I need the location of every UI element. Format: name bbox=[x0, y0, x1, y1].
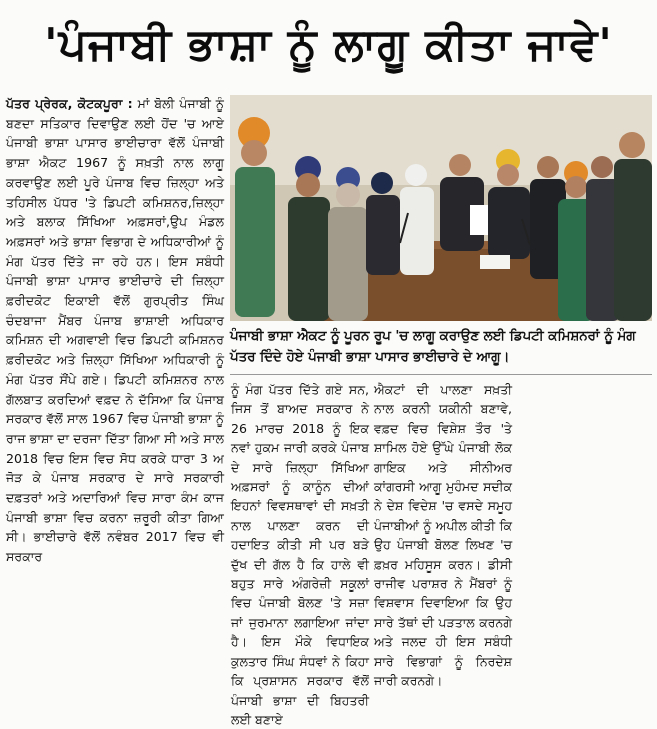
news-photo bbox=[230, 95, 652, 321]
article-column-3: ਐਕਟਾਂ ਦੀ ਪਾਲਣਾ ਸਖ਼ਤੀ ਨਾਲ ਕਰਨੀ ਯਕੀਨੀ ਬਣਾਵੇ, ਵਫ਼ਦ ਵਿਚ ਵਿਸ਼ੇਸ਼ ਤੌਰ 'ਤੇ ਸ਼ਾਮਿਲ ਹੋਏ ਉੱਘੇ ਪੰਜਾਬੀ ਲੋਕ ਗਾਇਕ ਅਤੇ ਸੀਨੀਅਰ ਕਾਂਗਰਸੀ ਆਗੂ ਮੁਹੰਮਦ ਸਦੀਕ ਨੇ ਦੇਸ਼ ਵਿਦੇਸ਼ 'ਚ ਵਸਦੇ ਸਮੂਹ ਪੰਜਾਬੀਆਂ ਨੂੰ ਅਪੀਲ ਕੀਤੀ ਕਿ ਉਹ ਪੰਜਾਬੀ ਬੋਲਣ ਲਿਖਣ 'ਚ ਫ਼ਖ਼ਰ ਮਹਿਸੂਸ ਕਰਨ। ਡੀਸੀ ਰਾਜੀਵ ਪਰਾਸ਼ਰ ਨੇ ਮੈਂਬਰਾਂ ਨੂੰ ਵਿਸ਼ਵਾਸ ਦਿਵਾਇਆ ਕਿ ਉਹ ਸਾਰੇ ਤੱਥਾਂ ਦੀ ਪੜਤਾਲ ਕਰਨਗੇ ਅਤੇ ਜਲਦ ਹੀ ਇਸ ਸਬੰਧੀ ਸਾਰੇ ਵਿਭਾਗਾਂ ਨੂੰ ਨਿਰਦੇਸ਼ ਜਾਰੀ ਕਰਨਗੇ। bbox=[374, 382, 512, 689]
caption-divider bbox=[230, 374, 652, 375]
article-column-2: ਨੂੰ ਮੰਗ ਪੱਤਰ ਦਿੱਤੇ ਗਏ ਸਨ, ਜਿਸ ਤੋਂ ਬਾਅਦ ਸਰਕਾਰ ਨੇ 26 ਮਾਰਚ 2018 ਨੂੰ ਇਕ ਨਵਾਂ ਹੁਕਮ ਜਾਰੀ ਕਰਕੇ ਪੰਜਾਬ ਦੇ ਸਾਰੇ ਜ਼ਿਲ੍ਹਾ ਸਿੱਖਿਆ ਅਫ਼ਸਰਾਂ ਨੂੰ ਕਾਨੂੰਨ ਦੀਆਂ ਇਹਨਾਂ ਵਿਵਸਥਾਵਾਂ ਦੀ ਸਖ਼ਤੀ ਨਾਲ ਪਾਲਣਾ ਕਰਨ ਦੀ ਹਦਾਇਤ ਕੀਤੀ ਸੀ ਪਰ ਬੜੇ ਦੁੱਖ ਦੀ ਗੱਲ ਹੈ ਕਿ ਹਾਲੇ ਵੀ ਬਹੁਤ ਸਾਰੇ ਅੰਗਰੇਜ਼ੀ ਸਕੂਲਾਂ ਵਿਚ ਪੰਜਾਬੀ ਬੋਲਣ 'ਤੇ ਸਜ਼ਾ ਜਾਂ ਜੁਰਮਾਨਾ ਲਗਾਇਆ ਜਾਂਦਾ ਹੈ। ਇਸ ਮੌਕੇ ਵਿਧਾਇਕ ਕੁਲਤਾਰ ਸਿੰਘ ਸੰਧਵਾਂ ਨੇ ਕਿਹਾ ਕਿ ਪ੍ਰਸ਼ਾਸਨ ਸਰਕਾਰ ਵੱਲੋਂ ਪੰਜਾਬੀ ਭਾਸ਼ਾ ਦੀ ਬਿਹਤਰੀ ਲਈ ਬਣਾਏ bbox=[231, 382, 369, 727]
byline: ਪੱਤਰ ਪ੍ਰੇਰਕ, ਕੋਟਕਪੂਰਾ : bbox=[6, 96, 133, 111]
photo-caption: ਪੰਜਾਬੀ ਭਾਸ਼ਾ ਐਕਟ ਨੂੰ ਪੂਰਨ ਰੂਪ 'ਚ ਲਾਗੂ ਕਰਾਉਣ ਲਈ ਡਿਪਟੀ ਕਮਿਸ਼ਨਰਾਂ ਨੂੰ ਮੰਗ ਪੱਤਰ ਦਿੰਦੇ ਹੋਏ ਪੰਜਾਬੀ ਭਾਸ਼ਾ ਪਾਸਾਰ ਭਾਈਚਾਰੇ ਦੇ ਆਗੂ। bbox=[230, 329, 636, 365]
group-photo-illustration bbox=[230, 95, 652, 321]
headline: 'ਪੰਜਾਬੀ ਭਾਸ਼ਾ ਨੂੰ ਲਾਗੂ ਕੀਤਾ ਜਾਵੇ' bbox=[44, 19, 613, 70]
article-column-1 bbox=[6, 94, 224, 634]
article-text-1: ਮਾਂ ਬੋਲੀ ਪੰਜਾਬੀ ਨੂੰ ਬਣਦਾ ਸਤਿਕਾਰ ਦਿਵਾਉਣ ਲਈ ਹੋਂਦ 'ਚ ਆਏ ਪੰਜਾਬੀ ਭਾਸ਼ਾ ਪਾਸਾਰ ਭਾਈਚਾਰਾ ਵੱਲੋਂ ਪੰਜਾਬੀ ਭਾਸ਼ਾ ਐਕਟ 1967 ਨੂੰ ਸਖ਼ਤੀ ਨਾਲ ਲਾਗੂ ਕਰਵਾਉਣ ਲਈ ਪੂਰੇ ਪੰਜਾਬ ਵਿਚ ਜ਼ਿਲ੍ਹਾ ਅਤੇ ਤਹਿਸੀਲ ਪੱਧਰ 'ਤੇ ਡਿਪਟੀ ਕਮਿਸ਼ਨਰ,ਜ਼ਿਲ੍ਹਾ ਅਤੇ ਬਲਾਕ ਸਿੱਖਿਆ ਅਫ਼ਸਰਾਂ,ਉਪ ਮੰਡਲ ਅਫ਼ਸਰਾਂ ਅਤੇ ਭਾਸ਼ਾ ਵਿਭਾਗ ਦੇ ਅਧਿਕਾਰੀਆਂ ਨੂੰ ਮੰਗ ਪੱਤਰ ਦਿੱਤੇ ਜਾ ਰਹੇ ਹਨ। ਇਸ ਸਬੰਧੀ ਪੰਜਾਬੀ ਭਾਸ਼ਾ ਪਾਸਾਰ ਭਾਈਚਾਰੇ ਦੀ ਜ਼ਿਲ੍ਹਾ ਫ਼ਰੀਦਕੋਟ ਇਕਾਈ ਵੱਲੋਂ ਗੁਰਪ੍ਰੀਤ ਸਿੰਘ ਚੰਦਬਾਜਾ ਮੈਂਬਰ ਪੰਜਾਬ ਭਾਸ਼ਾਈ ਅਧਿਕਾਰ ਕਮਿਸ਼ਨ ਦੀ ਅਗਵਾਈ ਵਿਚ ਡਿਪਟੀ ਕਮਿਸ਼ਨਰ ਫ਼ਰੀਦਕੋਟ ਅਤੇ ਜ਼ਿਲ੍ਹਾ ਸਿੱਖਿਆ ਅਧਿਕਾਰੀ ਨੂੰ ਮੰਗ ਪੱਤਰ ਸੌਂਪੇ ਗਏ। ਡਿਪਟੀ ਕਮਿਸ਼ਨਰ ਨਾਲ ਗੱਲਬਾਤ ਕਰਦਿਆਂ ਵਫ਼ਦ ਨੇ ਦੱਸਿਆ ਕਿ ਪੰਜਾਬ ਸਰਕਾਰ ਵੱਲੋਂ ਸਾਲ 1967 ਵਿਚ ਪੰਜਾਬੀ ਭਾਸ਼ਾ ਨੂੰ ਰਾਜ ਭਾਸ਼ਾ ਦਾ ਦਰਜਾ ਦਿੱਤਾ ਗਿਆ ਸੀ ਅਤੇ ਸਾਲ 2018 ਵਿਚ ਇਸ ਵਿਚ ਸੋਧ ਕਰਕੇ ਧਾਰਾ 3 ਅ ਜੋੜ ਕੇ ਪੰਜਾਬ ਸਰਕਾਰ ਦੇ ਸਾਰੇ ਸਰਕਾਰੀ ਦਫ਼ਤਰਾਂ ਅਤੇ ਅਦਾਰਿਆਂ ਵਿਚ ਸਾਰਾ ਕੰਮ ਕਾਜ ਪੰਜਾਬੀ ਭਾਸ਼ਾ ਵਿਚ ਕਰਨਾ ਜ਼ਰੂਰੀ ਕੀਤਾ ਗਿਆ ਸੀ। ਭਾਈਚਾਰੇ ਵੱਲੋਂ ਨਵੰਬਰ 2017 ਵਿਚ ਵੀ ਸਰਕਾਰ bbox=[6, 96, 224, 565]
